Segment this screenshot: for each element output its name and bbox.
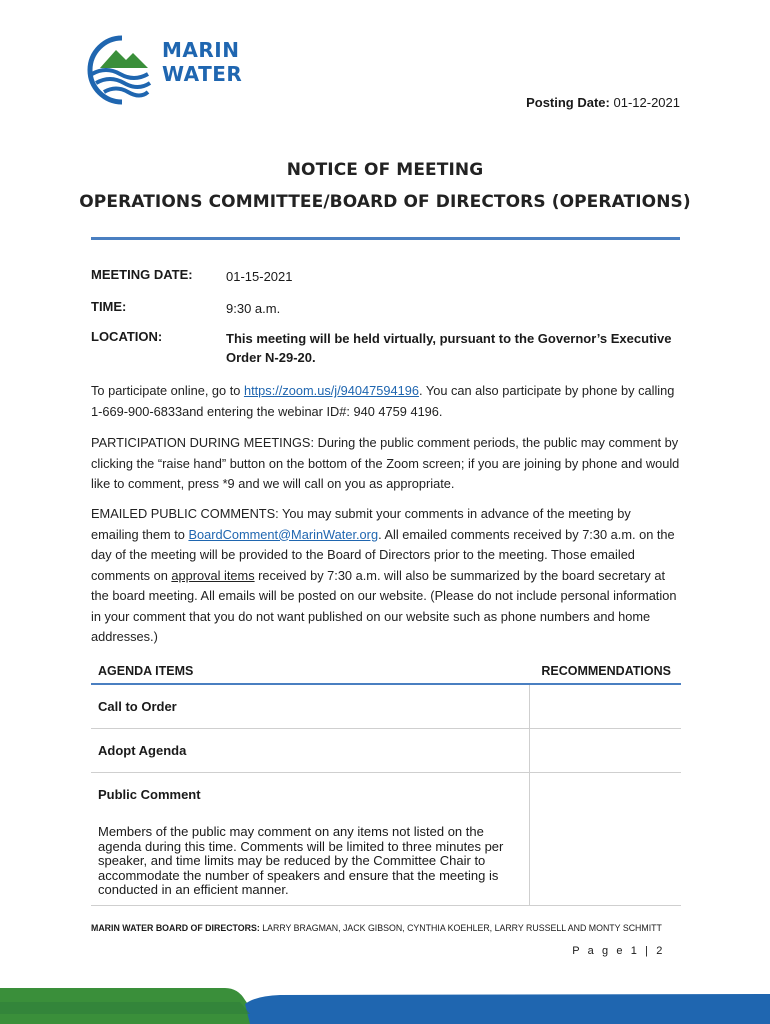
meeting-date-value: 01-15-2021 [226, 269, 293, 284]
participate-paragraph: To participate online, go to https://zoom.us/j/94047594196. You can also participate by phone by calling 1-669-900-6833and entering the webinar ID#: 940 4759 4196. [91, 383, 675, 419]
agenda-item-description: Members of the public may comment on any items not listed on the agenda during this time. Comments will be limited to three minutes per speaker, and time limits may be reduced by the Committee Chair to accommodate the number of speakers and ensure that the meeting is conducted in an efficient manner. [98, 824, 504, 898]
agenda-item-title: Call to Order [98, 699, 177, 714]
posting-date [526, 95, 680, 110]
approval-items-text: approval items [171, 567, 255, 583]
page-number: P a g e 1 | 2 [572, 945, 665, 957]
agenda-item-title: Adopt Agenda [98, 743, 187, 758]
committee-title: OPERATIONS COMMITTEE/BOARD OF DIRECTORS (OPERATIONS) [79, 192, 691, 212]
time-label: TIME: [91, 299, 127, 314]
time-value: 9:30 a.m. [226, 301, 281, 316]
location-label: LOCATION: [91, 329, 163, 344]
mountain-wave-icon [86, 34, 158, 106]
notice-title: NOTICE OF MEETING [286, 160, 484, 180]
emailed-comments-paragraph: EMAILED PUBLIC COMMENTS: You may submit your comments in advance of the meeting by emailing them to BoardComment@MarinWater.org. All emailed comments received by 7:30 a.m. on the day of the meeting will be provided to the Board of Directors prior to the meeting. Those emailed comments on approval items received by 7:30 a.m. will also be summarized by the board secretary at the board meeting. All emails will be posted on our website. (Please do not include personal information in your comment that you do not want published on our website such as phone numbers and home addresses.) [91, 506, 677, 644]
agenda-items-header: AGENDA ITEMS [98, 664, 194, 678]
participation-heading: PARTICIPATION DURING MEETINGS: [91, 435, 315, 450]
posting-date-value: 01-12-2021 [613, 95, 680, 110]
participation-paragraph: PARTICIPATION DURING MEETINGS: During the public comment periods, the public may comment by clicking the “raise hand” button on the bottom of the Zoom screen; if you are joining by phone and would like to comment, press *9 and we will call on you as appropriate. [91, 435, 680, 491]
logo-wordmark: MARIN WATER [162, 38, 243, 86]
agenda-row [91, 729, 681, 773]
board-members-footer [91, 923, 662, 933]
board-label: MARIN WATER BOARD OF DIRECTORS: [91, 923, 260, 933]
posting-date-label: Posting Date: [526, 95, 610, 110]
agenda-item-title: Public Comment [98, 787, 201, 802]
location-value: This meeting will be held virtually, pursuant to the Governor’s Executive Order N-29-20. [226, 331, 672, 365]
board-comment-email-link[interactable]: BoardComment@MarinWater.org [188, 526, 379, 542]
board-names: LARRY BRAGMAN, JACK GIBSON, CYNTHIA KOEHLER, LARRY RUSSELL AND MONTY SCHMITT [259, 923, 662, 933]
zoom-link[interactable]: https://zoom.us/j/94047594196 [243, 383, 419, 398]
footer-wave-band [0, 978, 770, 1024]
title-divider [91, 237, 680, 240]
recommendations-header: RECOMMENDATIONS [541, 664, 671, 678]
meeting-date-label: MEETING DATE: [91, 267, 193, 282]
agenda-row [91, 685, 681, 729]
marin-water-logo [86, 34, 246, 106]
agenda-row [91, 773, 681, 906]
